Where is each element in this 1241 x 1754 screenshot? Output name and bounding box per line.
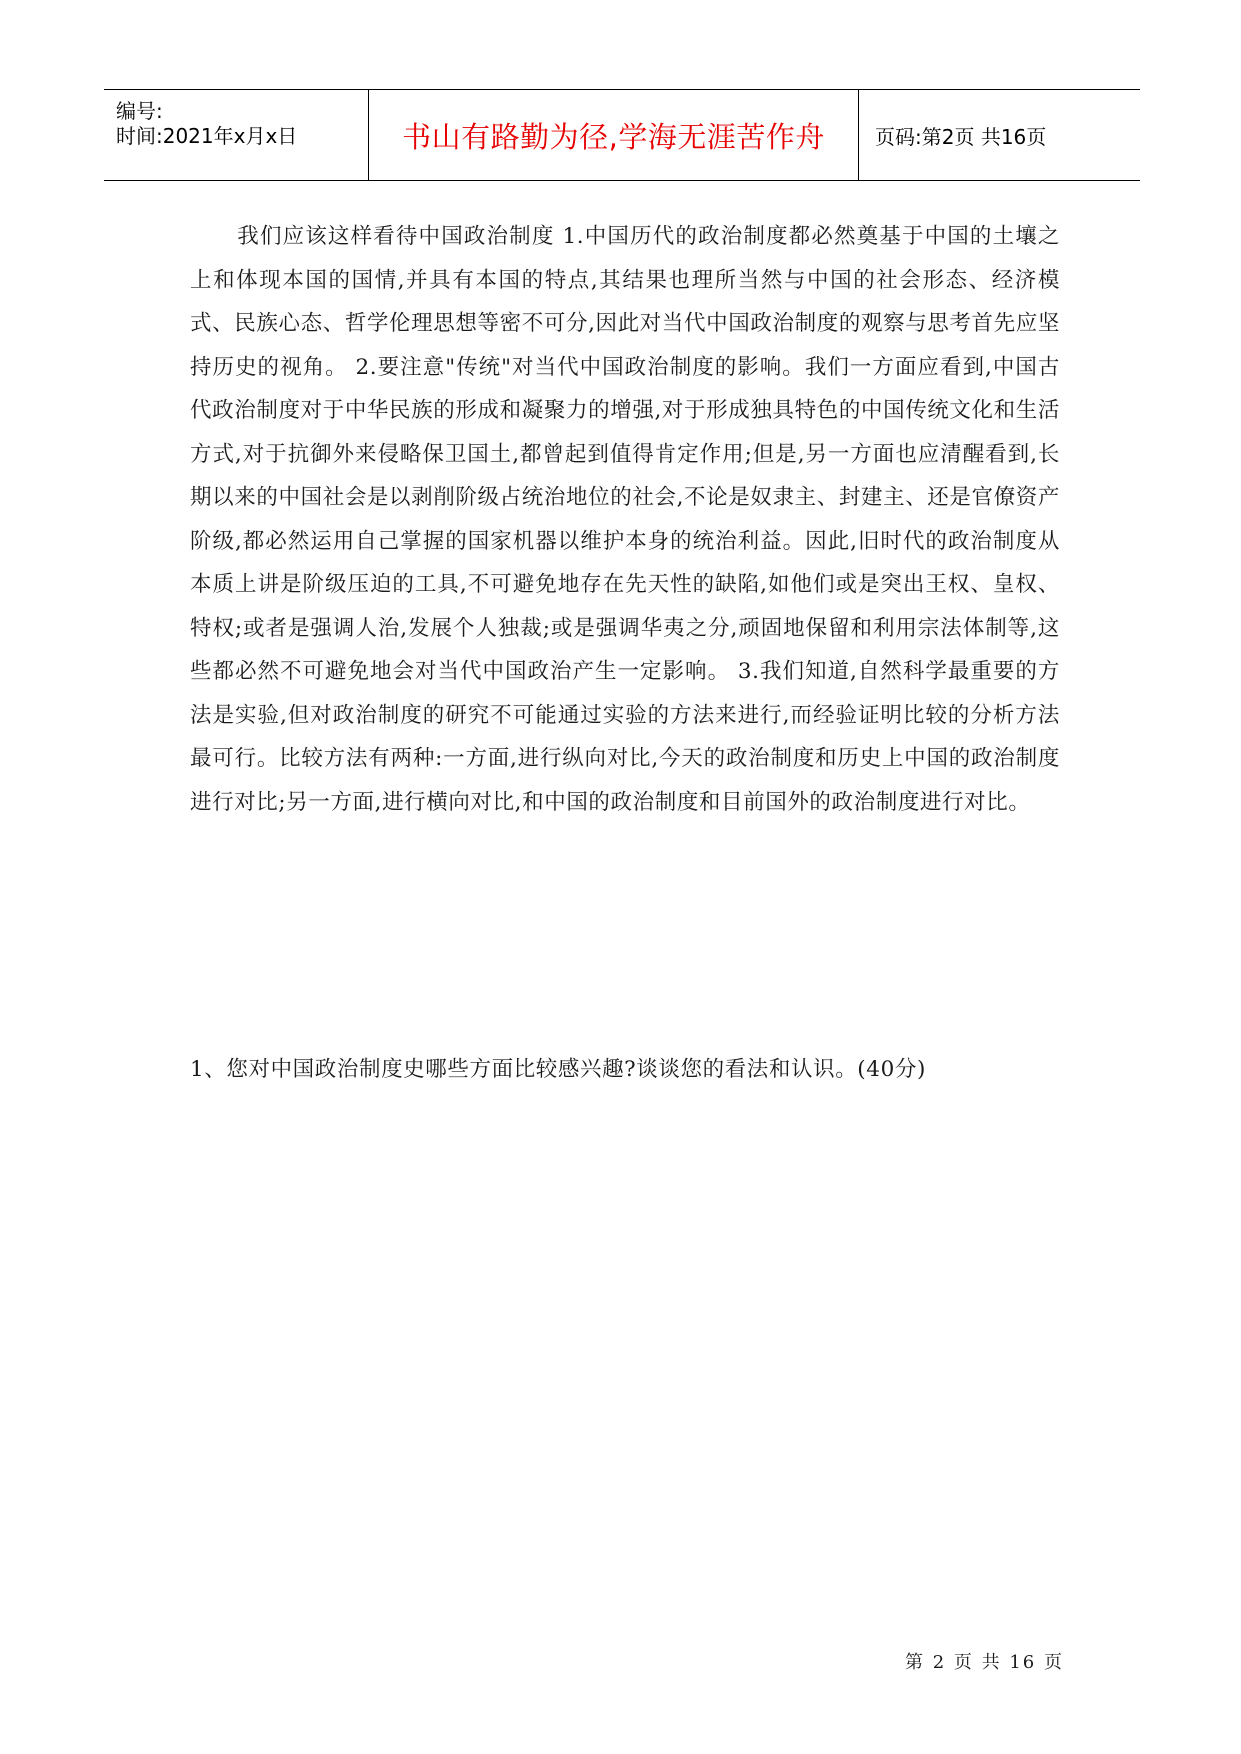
header-motto: 书山有路勤为径,学海无涯苦作舟 [402,119,825,154]
header-meta-cell [104,90,369,180]
document-number-label: 编号: [116,99,163,123]
question-text: 1、您对中国政治制度史哪些方面比较感兴趣?谈谈您的看法和认识。(40分) [190,1057,926,1082]
page-footer: 第 2 页 共 16 页 [905,1652,1064,1673]
page-header [104,89,1140,181]
header-page-cell [859,90,1140,180]
header-page-info: 页码:第2页 共16页 [875,124,1047,149]
header-motto-cell [369,90,859,180]
document-body [190,215,1060,824]
body-paragraph: 我们应该这样看待中国政治制度 1.中国历代的政治制度都必然奠基于中国的土壤之上和体现本国的国情,并具有本国的特点,其结果也理所当然与中国的社会形态、经济模式、民族心态、哲学伦理思想等密不可分,因此对当代中国政治制度的观察与思考首先应坚持历史的视角。 2.要注意"传统"对当代中国政治制度的影响。我们一方面应看到,中国古代政治制度对于中华民族的形成和凝聚力的增强,对于形成独具特色的中国传统文化和生活方式,对于抗御外来侵略保卫国土,都曾起到值得肯定作用;但是,另一方面也应清醒看到,长期以来的中国社会是以剥削阶级占统治地位的社会,不论是奴隶主、封建主、还是官僚资产阶级,都必然运用自己掌握的国家机器以维护本身的统治利益。因此,旧时代的政治制度从本质上讲是阶级压迫的工具,不可避免地存在先天性的缺陷,如他们或是突出王权、皇权、特权;或者是强调人治,发展个人独裁;或是强调华夷之分,顽固地保留和利用宗法体制等,这些都必然不可避免地会对当代中国政治产生一定影响。 3.我们知道,自然科学最重要的方法是实验,但对政治制度的研究不可能通过实验的方法来进行,而经验证明比较的分析方法最可行。比较方法有两种:一方面,进行纵向对比,今天的政治制度和历史上中国的政治制度进行对比;另一方面,进行横向对比,和中国的政治制度和目前国外的政治制度进行对比。 [190,224,1060,815]
document-time-label: 时间:2021年x月x日 [116,124,298,148]
